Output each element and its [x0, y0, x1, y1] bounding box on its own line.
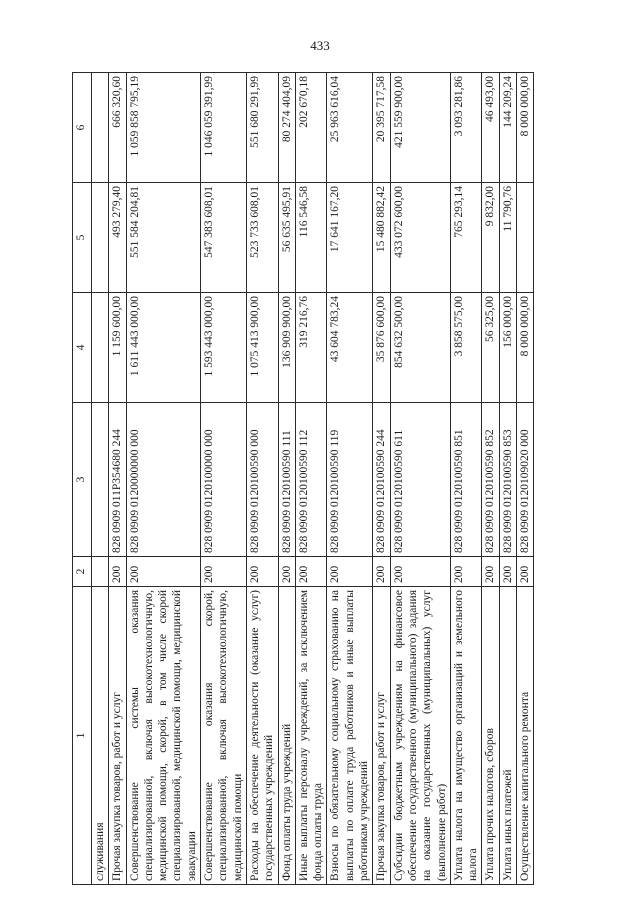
cell-budget-classification-code: 828 0909 0120100590 000: [246, 403, 278, 557]
cell-description: Уплата прочих налогов, сборов: [482, 587, 499, 885]
cell-unexecuted-amount: 8 000 000,00: [517, 73, 534, 183]
cell-executed-amount: 11 790,76: [499, 183, 516, 293]
cell-executed-amount: [517, 183, 534, 293]
cell-budget-classification-code: 828 0909 0120100590 244: [373, 403, 390, 557]
cell-approved-amount: 56 325,00: [482, 293, 499, 403]
cell-description: Осуществление капитального ремонта: [517, 587, 534, 885]
cell-description: Расходы на обеспечение деятельности (оказание услуг) государственных учреждений: [246, 587, 278, 885]
budget-execution-table: [72, 72, 534, 885]
cell-executed-amount: 56 635 495,91: [278, 183, 295, 293]
cell-section-code: 200: [482, 557, 499, 587]
table-row: [390, 73, 450, 885]
table-row: [295, 73, 327, 885]
cell-section-code: 200: [517, 557, 534, 587]
table-row: [92, 73, 109, 885]
cell-approved-amount: 1 075 413 900,00: [246, 293, 278, 403]
cell-budget-classification-code: [92, 403, 109, 557]
cell-approved-amount: 854 632 500,00: [390, 293, 450, 403]
cell-executed-amount: [92, 183, 109, 293]
table-header-row: [73, 73, 92, 885]
table-row: [517, 73, 534, 885]
cell-budget-classification-code: 828 0909 0120100590 851: [450, 403, 482, 557]
cell-description: Прочая закупка товаров, работ и услуг: [373, 587, 390, 885]
cell-unexecuted-amount: 25 963 616,04: [327, 73, 373, 183]
table-row: [109, 73, 126, 885]
cell-description: Уплата налога на имущество организаций и земельного налога: [450, 587, 482, 885]
cell-description: Прочая закупка товаров, работ и услуг: [109, 587, 126, 885]
cell-description: служивания: [92, 587, 109, 885]
column-header: 1: [73, 587, 92, 885]
cell-executed-amount: 433 072 600,00: [390, 183, 450, 293]
cell-budget-classification-code: 828 0909 0120100590 119: [327, 403, 373, 557]
cell-description: Совершенствование системы оказания специализированной, включая высокотехнологичную, медицинской помощи, скорой, в том числе скорой специализированной, медицинской помощи, медицинской эвакуации: [126, 587, 200, 885]
cell-unexecuted-amount: 202 670,18: [295, 73, 327, 183]
cell-unexecuted-amount: 1 059 858 795,19: [126, 73, 200, 183]
cell-approved-amount: 1 159 600,00: [109, 293, 126, 403]
table-row: [482, 73, 499, 885]
cell-executed-amount: 523 733 608,01: [246, 183, 278, 293]
cell-section-code: 200: [126, 557, 200, 587]
cell-approved-amount: 319 216,76: [295, 293, 327, 403]
cell-executed-amount: 15 480 882,42: [373, 183, 390, 293]
rotated-table-container: [72, 73, 600, 885]
cell-approved-amount: 1 593 443 000,00: [201, 293, 247, 403]
cell-budget-classification-code: 828 0909 0120100590 112: [295, 403, 327, 557]
cell-approved-amount: 43 604 783,24: [327, 293, 373, 403]
cell-executed-amount: 493 279,40: [109, 183, 126, 293]
cell-section-code: [92, 557, 109, 587]
cell-approved-amount: 3 858 575,00: [450, 293, 482, 403]
cell-unexecuted-amount: 421 559 900,00: [390, 73, 450, 183]
cell-unexecuted-amount: 666 320,60: [109, 73, 126, 183]
table-row: [201, 73, 247, 885]
table-row: [278, 73, 295, 885]
cell-description: Взносы по обязательному социальному страхованию на выплаты по оплате труда работников и иные выплаты работникам учреждений: [327, 587, 373, 885]
cell-section-code: 200: [327, 557, 373, 587]
table-row: [246, 73, 278, 885]
cell-section-code: 200: [295, 557, 327, 587]
cell-description: Субсидии бюджетным учреждениям на финансовое обеспечение государственного (муниципального) задания на оказание государственных (муниципальных) услуг (выполнение работ): [390, 587, 450, 885]
column-header: 4: [73, 293, 92, 403]
cell-unexecuted-amount: 3 093 281,86: [450, 73, 482, 183]
column-header: 3: [73, 403, 92, 557]
column-header: 5: [73, 183, 92, 293]
column-header: 2: [73, 557, 92, 587]
cell-section-code: 200: [390, 557, 450, 587]
page-number: 433: [310, 38, 330, 53]
table-row: [126, 73, 200, 885]
cell-budget-classification-code: 828 0909 0120109020 000: [517, 403, 534, 557]
table-row: [450, 73, 482, 885]
cell-executed-amount: 9 832,00: [482, 183, 499, 293]
cell-section-code: 200: [373, 557, 390, 587]
cell-unexecuted-amount: 144 209,24: [499, 73, 516, 183]
table-row: [499, 73, 516, 885]
cell-unexecuted-amount: 551 680 291,99: [246, 73, 278, 183]
cell-budget-classification-code: 828 0909 011P354680 244: [109, 403, 126, 557]
cell-approved-amount: 136 909 900,00: [278, 293, 295, 403]
cell-description: Фонд оплаты труда учреждений: [278, 587, 295, 885]
cell-budget-classification-code: 828 0909 0120000000 000: [126, 403, 200, 557]
cell-executed-amount: 547 383 608,01: [201, 183, 247, 293]
cell-budget-classification-code: 828 0909 0120100590 611: [390, 403, 450, 557]
cell-unexecuted-amount: 46 493,00: [482, 73, 499, 183]
cell-approved-amount: 156 000,00: [499, 293, 516, 403]
cell-unexecuted-amount: 80 274 404,09: [278, 73, 295, 183]
cell-executed-amount: 17 641 167,20: [327, 183, 373, 293]
cell-budget-classification-code: 828 0909 0120100590 853: [499, 403, 516, 557]
cell-approved-amount: [92, 293, 109, 403]
cell-description: Совершенствование оказания скорой, специализированной, включая высокотехнологичную, медицинской помощи: [201, 587, 247, 885]
cell-section-code: 200: [246, 557, 278, 587]
cell-unexecuted-amount: 20 395 717,58: [373, 73, 390, 183]
cell-executed-amount: 116 546,58: [295, 183, 327, 293]
cell-approved-amount: 8 000 000,00: [517, 293, 534, 403]
cell-description: Иные выплаты персоналу учреждений, за исключением фонда оплаты труда: [295, 587, 327, 885]
column-header: 6: [73, 73, 92, 183]
table-row: [327, 73, 373, 885]
cell-section-code: 200: [499, 557, 516, 587]
table-row: [373, 73, 390, 885]
cell-executed-amount: 765 293,14: [450, 183, 482, 293]
cell-section-code: 200: [109, 557, 126, 587]
cell-budget-classification-code: 828 0909 0120100590 852: [482, 403, 499, 557]
cell-unexecuted-amount: [92, 73, 109, 183]
table-body: [92, 73, 534, 885]
cell-section-code: 200: [278, 557, 295, 587]
cell-budget-classification-code: 828 0909 0120100000 000: [201, 403, 247, 557]
cell-executed-amount: 551 584 204,81: [126, 183, 200, 293]
cell-description: Уплата иных платежей: [499, 587, 516, 885]
cell-approved-amount: 1 611 443 000,00: [126, 293, 200, 403]
cell-unexecuted-amount: 1 046 059 391,99: [201, 73, 247, 183]
cell-approved-amount: 35 876 600,00: [373, 293, 390, 403]
cell-section-code: 200: [450, 557, 482, 587]
cell-section-code: 200: [201, 557, 247, 587]
cell-budget-classification-code: 828 0909 0120100590 111: [278, 403, 295, 557]
